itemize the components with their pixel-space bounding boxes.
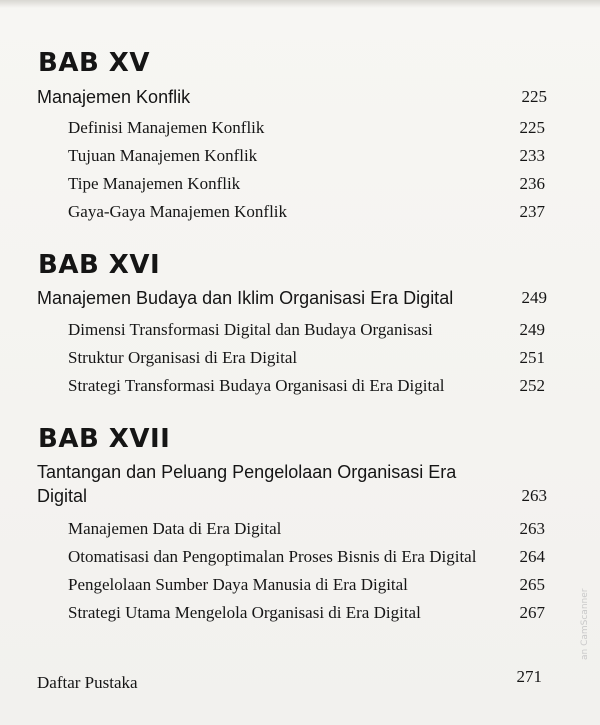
toc-item <box>68 574 545 596</box>
chapter-page-number: 249 <box>521 288 547 307</box>
toc-item <box>68 347 545 369</box>
toc-item-page: 265 <box>519 575 545 594</box>
toc-item-title: Strategi Transformasi Budaya Organisasi di Era Digital <box>68 376 445 395</box>
toc-item-page: 237 <box>519 202 545 221</box>
bibliography-page: 271 <box>516 667 542 686</box>
toc-item <box>68 518 545 540</box>
toc-item-page: 263 <box>519 519 545 538</box>
toc-item-title: Gaya-Gaya Manajemen Konflik <box>68 202 288 221</box>
toc-item-page: 267 <box>519 603 545 622</box>
scanner-watermark: an CamScanner <box>580 588 590 660</box>
toc-item-title: Tipe Manajemen Konflik <box>68 174 241 193</box>
toc-item-title: Manajemen Data di Era Digital <box>68 519 282 538</box>
chapter-page-number: 263 <box>521 486 547 505</box>
toc-item <box>68 546 545 568</box>
bibliography-title: Daftar Pustaka <box>37 673 138 692</box>
toc-item <box>68 117 545 139</box>
toc-item-title: Otomatisasi dan Pengoptimalan Proses Bisnis di Era Digital <box>68 547 477 566</box>
toc-item <box>68 201 545 223</box>
bab-heading-17: BAB XVII <box>38 424 171 454</box>
toc-item-page: 251 <box>519 348 545 367</box>
toc-item-title: Tujuan Manajemen Konflik <box>68 146 258 165</box>
page-top-shadow <box>0 0 600 8</box>
toc-item <box>68 145 545 167</box>
toc-item <box>68 319 545 341</box>
chapter-page-number: 225 <box>521 87 547 106</box>
toc-item <box>68 602 545 624</box>
toc-item-title: Dimensi Transformasi Digital dan Budaya Organisasi <box>68 320 433 339</box>
chapter-entry-16 <box>37 286 547 310</box>
chapter-title: Manajemen Konflik <box>37 87 191 107</box>
chapter-title: Manajemen Budaya dan Iklim Organisasi Era Digital <box>37 288 454 308</box>
chapter-entry-15 <box>37 85 547 109</box>
bab-heading-15: BAB XV <box>38 48 150 78</box>
chapter-title: Tantangan dan Peluang Pengelolaan Organisasi Era Digital <box>37 462 457 506</box>
toc-item-title: Pengelolaan Sumber Daya Manusia di Era Digital <box>68 575 408 594</box>
toc-item-page: 236 <box>519 174 545 193</box>
bibliography-entry <box>37 667 542 694</box>
toc-item <box>68 173 545 195</box>
toc-item-page: 233 <box>519 146 545 165</box>
chapter-entry-17 <box>37 460 547 508</box>
toc-item-page: 252 <box>519 376 545 395</box>
toc-item-page: 264 <box>519 547 545 566</box>
toc-item-title: Strategi Utama Mengelola Organisasi di Era Digital <box>68 603 421 622</box>
toc-item-page: 225 <box>519 118 545 137</box>
toc-item-page: 249 <box>519 320 545 339</box>
toc-item-title: Definisi Manajemen Konflik <box>68 118 265 137</box>
bab-heading-16: BAB XVI <box>38 250 161 280</box>
toc-item-title: Struktur Organisasi di Era Digital <box>68 348 298 367</box>
toc-item <box>68 375 545 397</box>
